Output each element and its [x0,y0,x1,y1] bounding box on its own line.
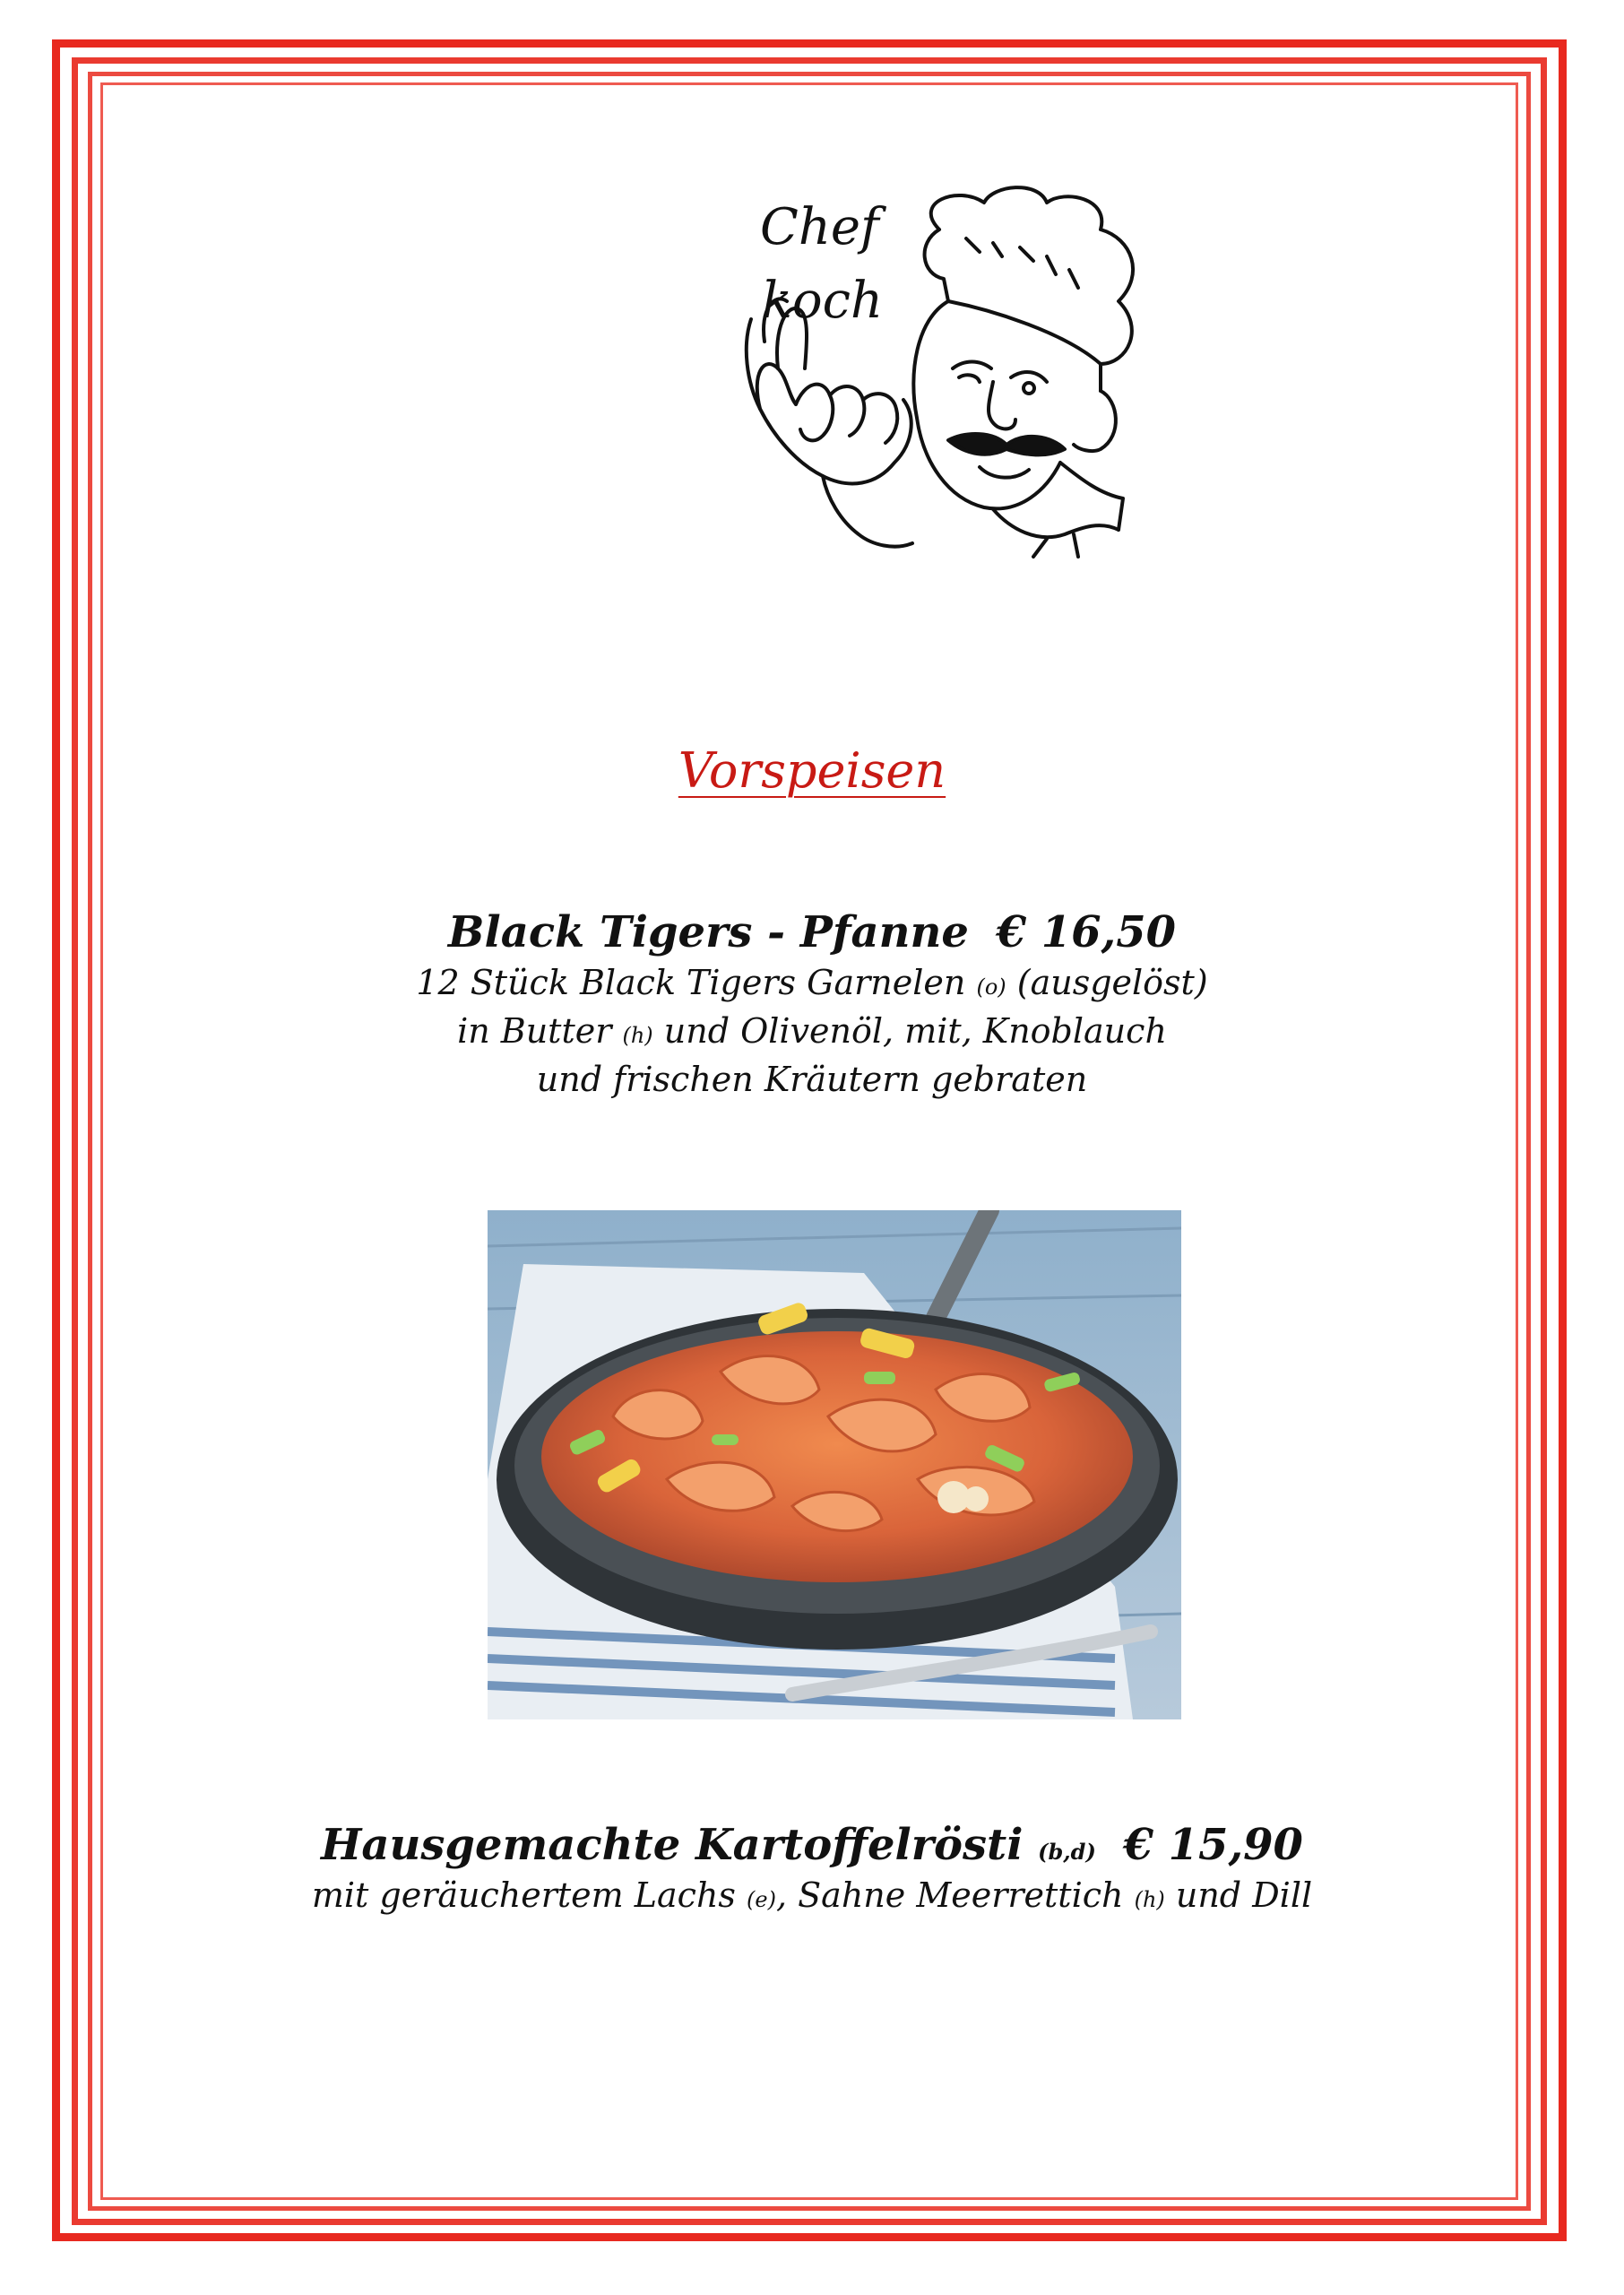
section-title: Vorspeisen [678,742,946,799]
description-text: in Butter [457,1010,612,1051]
dish-title-line [0,907,1624,959]
dish-name: Hausgemachte Kartoffelrösti [321,1820,1024,1870]
logo-text-koch: koch [762,272,884,330]
description-line-3: und frischen Kräutern gebraten [536,1059,1088,1099]
allergen-code: (b,d) [1038,1839,1096,1865]
description-line-2 [0,1008,1624,1056]
dish-black-tigers [0,907,1624,1104]
dish-price: € 16,50 [996,907,1177,957]
description-text: (ausgelöst) [1016,962,1208,1002]
dish-photo [488,1210,1181,1719]
dish-kartoffelroesti [0,1820,1624,1920]
allergen-code: (h) [1134,1886,1165,1912]
logo-text-chef: Chef [760,198,879,256]
description-text: 12 Stück Black Tigers Garnelen [416,962,966,1002]
dish-name: Black Tigers - Pfanne [447,907,969,957]
shrimp-pan-photo-icon [488,1210,1181,1719]
description-text: und Olivenöl, mit, Knoblauch [663,1010,1167,1051]
description-text: , Sahne Meerrettich [775,1875,1124,1915]
dish-description [0,959,1624,1104]
dish-price: € 15,90 [1123,1820,1303,1870]
description-line-1 [0,959,1624,1008]
dish-description [0,1872,1624,1920]
allergen-code: (e) [747,1886,776,1912]
allergen-code: (o) [976,974,1006,1000]
dish-title-line [0,1820,1624,1872]
description-text: mit geräuchertem Lachs [311,1875,736,1915]
chef-logo [724,176,1163,561]
description-text: und Dill [1175,1875,1313,1915]
allergen-code: (h) [622,1022,653,1048]
